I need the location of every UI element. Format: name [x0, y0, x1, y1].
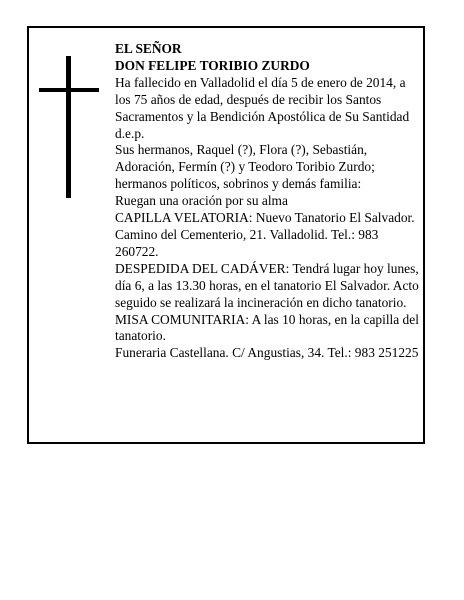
notice-text: [115, 41, 421, 362]
funeral-home: Funeraria Castellana. C/ Angustias, 34. Tel.: 983 251225: [115, 345, 419, 361]
mass-details: A las 10 horas, en la capilla del tanatorio.: [115, 311, 419, 344]
death-information: Ha fallecido en Valladolid el día 5 de enero de 2014, a los 75 años de edad, después de recibir los Santos Sacramentos y la Bendición Apostólica de Su Santidad: [115, 74, 410, 124]
prayer-request: Ruegan una oración por su alma: [115, 193, 288, 209]
notice-title: EL SEÑOR: [115, 41, 182, 56]
cross-horizontal-bar: [39, 88, 99, 92]
mass-information: [115, 312, 421, 346]
farewell-details: Tendrá lugar hoy lunes, día 6, a las 13.30 horas, en el tanatorio El Salvador. Acto seguido se realizará la incineración en dicho tanatorio.: [115, 260, 419, 310]
requiescat: d.e.p.: [115, 125, 145, 141]
cross-icon: [39, 56, 99, 198]
chapel-information: [115, 210, 421, 261]
chapel-label: CAPILLA VELATORIA:: [115, 210, 253, 226]
farewell-information: [115, 261, 421, 312]
family-list: Sus hermanos, Raquel (?), Flora (?), Sebastián, Adoración, Fermín (?) y Teodoro Toribio Zurdo; hermanos políticos, sobrinos y demás familia:: [115, 142, 375, 192]
farewell-label: DESPEDIDA DEL CADÁVER:: [115, 260, 290, 276]
deceased-name: DON FELIPE TORIBIO ZURDO: [115, 57, 310, 73]
obituary-notice: [27, 26, 425, 444]
cross-vertical-bar: [66, 56, 71, 198]
mass-label: MISA COMUNITARIA:: [115, 311, 249, 327]
chapel-details: Nuevo Tanatorio El Salvador. Camino del Cementerio, 21. Valladolid. Tel.: 983 260722.: [115, 210, 415, 259]
